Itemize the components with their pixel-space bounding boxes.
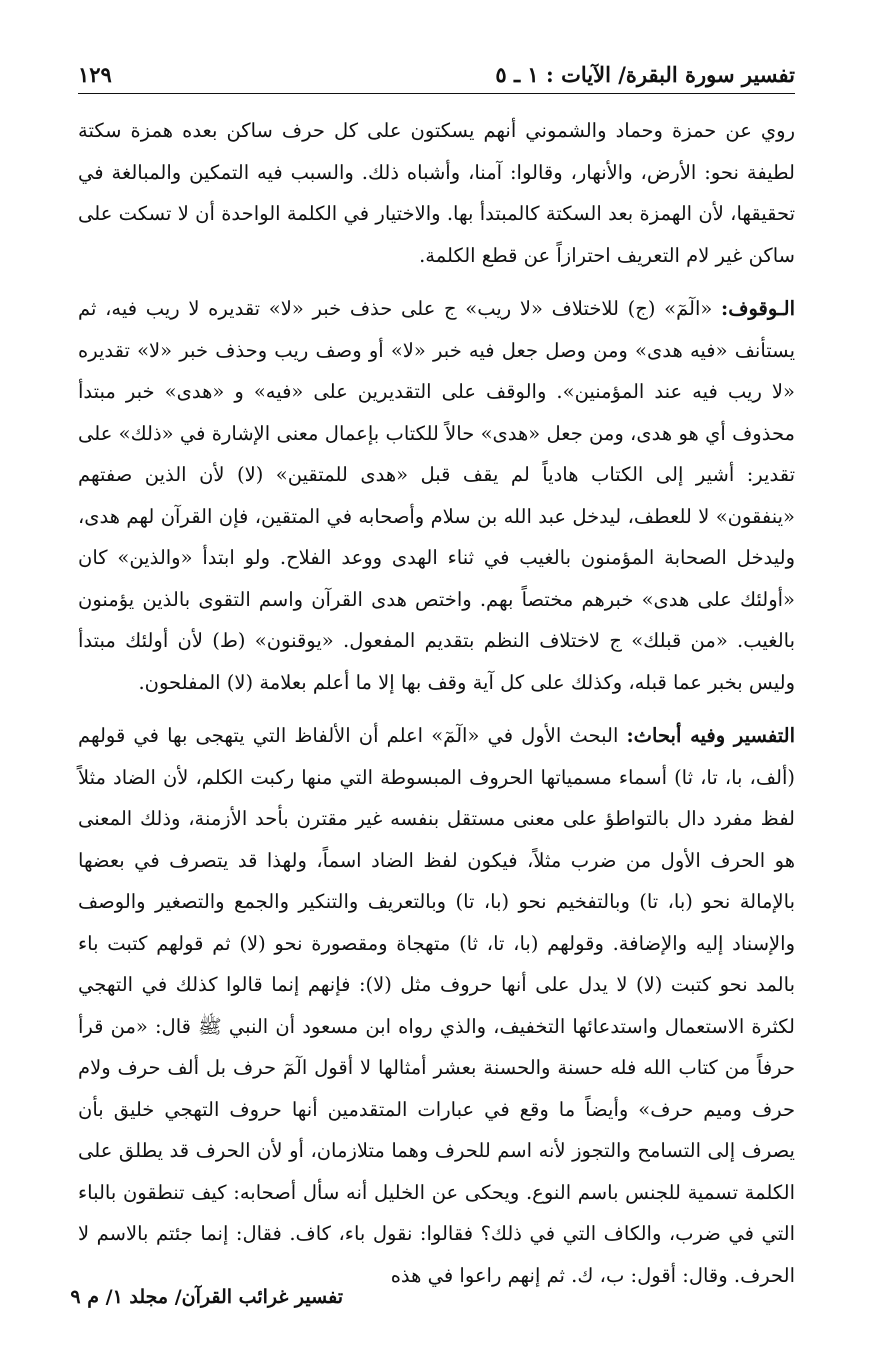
page-header [78,50,795,94]
page-number: ١٢٩ [78,62,112,87]
running-title: تفسير سورة البقرة/ الآيات : ١ ـ ٥ [495,62,795,87]
signature-line: تفسير غرائب القرآن/ مجلد ١/ م ٩ [70,1286,343,1308]
section-heading-waqf: الـوقوف: [721,297,795,320]
paragraph-tafsir [78,715,795,1296]
paragraph-text: «الٓمٓ» (ج) للاختلاف «لا ريب» ج على حذف خبر «لا» تقديره لا ريب فيه، ثم يستأنف «فيه هدى» ومن وصل جعل فيه خبر «لا» أو وصف ريب وحذف خبر «لا» تقديره «لا ريب فيه عند المؤمنين». والوقف على التقديرين على «فيه» و «هدى» خبر مبتدأ محذوف أي هو هدى، ومن جعل «هدى» حالاً للكتاب بإعمال معنى الإشارة في «ذلك» على تقدير: أشير إلى الكتاب هادياً لم يقف قبل «هدى للمتقين» (لا) لأن الذين صفتهم «ينفقون» لا للعطف، ليدخل عبد الله بن سلام وأصحابه في المتقين، فإن القرآن لهم هدى، وليدخل الصحابة المؤمنون بالغيب في ثناء الهدى ووعد الفلاح. ولو ابتدأ «والذين» كان «أولئك على هدى» خبرهم مختصاً بهم. واختص هدى القرآن واسم التقوى بالذين يؤمنون بالغيب. «من قبلك» ج لاختلاف النظم بتقديم المفعول. «يوقنون» (ط) لأن أولئك مبتدأ وليس بخبر عما قبله، وكذلك على كل آية وقف بها إلا ما أعلم بعلامة (لا) المفلحون. [78,297,795,694]
paragraph-waqf [78,288,795,703]
main-text [78,110,795,1296]
paragraph-text: البحث الأول في «الٓمٓ» اعلم أن الألفاظ التي يتهجى بها في قولهم (ألف، با، تا، ثا) أسماء مسمياتها الحروف المبسوطة التي منها ركبت الكلم، لأن الضاد مثلاً لفظ مفرد دال بالتواطؤ على معنى مستقل بنفسه غير مقترن بأحد الأزمنة، وذلك المعنى هو الحرف الأول من ضرب مثلاً، فيكون لفظ الضاد اسماً، ولهذا قد يتصرف في بعضها بالإمالة نحو (با، تا) وبالتفخيم نحو (با، تا) وبالتعريف والتنكير والجمع والتصغير والوصف والإسناد إليه والإضافة. وقولهم (با، تا، ثا) متهجاة ومقصورة نحو (لا) ثم قولهم كتبت باء بالمد نحو كتبت (لا) لا يدل على أنها حروف مثل (لا): فإنهم إنما قالوا كذلك في التهجي لكثرة الاستعمال واستدعائها التخفيف، والذي رواه ابن مسعود أن النبي ﷺ قال: «من قرأ حرفاً من كتاب الله فله حسنة والحسنة بعشر أمثالها لا أقول الٓمٓ حرف بل ألف حرف ولام حرف وميم حرف» وأيضاً ما وقع في عبارات المتقدمين أنها حروف التهجي خليق بأن يصرف إلى التسامح والتجوز لأنه اسم للحرف وهما متلازمان، أو لأن الحرف قد يطلق على الكلمة تسمية للجنس باسم النوع. ويحكى عن الخليل أنه سأل أصحابه: كيف تنطقون بالباء التي في ضرب، والكاف التي في ذلك؟ فقالوا: نقول باء، كاف. فقال: إنما جئتم بالاسم لا الحرف. وقال: أقول: ب، ك. ثم إنهم راعوا في هذه [78,724,795,1287]
paragraph-pause-reading [78,110,795,276]
section-heading-tafsir: التفسير وفيه أبحاث: [626,724,795,747]
paragraph-text: روي عن حمزة وحماد والشموني أنهم يسكتون على كل حرف ساكن بعده همزة سكتة لطيفة نحو: الأرض، والأنهار، وقالوا: آمنا، وأشباه ذلك. والسبب فيه التمكين والمبالغة في تحقيقها، لأن الهمزة بعد السكتة كالمبتدأ بها. والاختيار في الكلمة الواحدة أن لا تسكت على ساكن غير لام التعريف احترازاً عن قطع الكلمة. [78,119,795,267]
